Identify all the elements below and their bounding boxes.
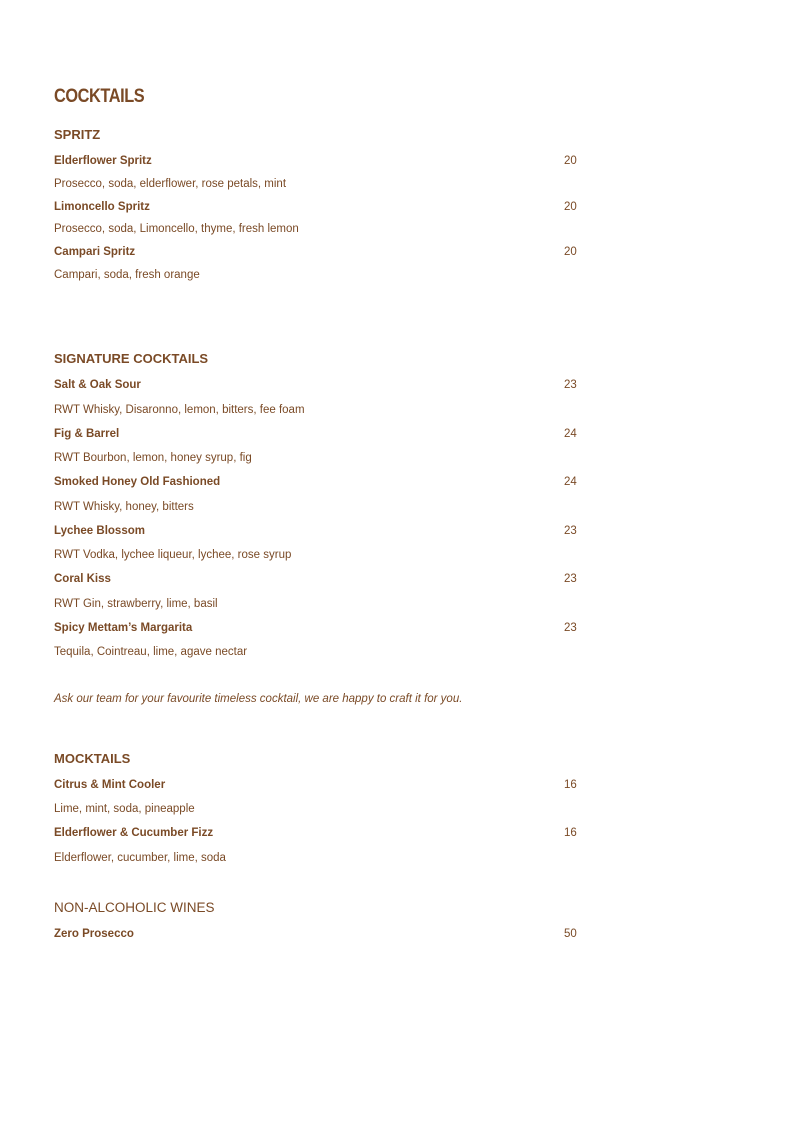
- item-name: Lychee Blossom: [54, 525, 145, 537]
- menu-item: [54, 571, 578, 587]
- item-price: 50: [564, 928, 577, 940]
- menu-item: [54, 926, 578, 942]
- menu-item: [54, 523, 578, 539]
- item-description: RWT Whisky, Disaronno, lemon, bitters, fee foam: [54, 404, 305, 416]
- item-description: RWT Whisky, honey, bitters: [54, 501, 194, 513]
- item-description: RWT Bourbon, lemon, honey syrup, fig: [54, 452, 252, 464]
- item-price: 23: [564, 573, 577, 585]
- item-price: 23: [564, 379, 577, 391]
- item-description: Campari, soda, fresh orange: [54, 269, 200, 281]
- item-name: Campari Spritz: [54, 246, 136, 258]
- item-price: 20: [564, 201, 577, 213]
- item-price: 20: [564, 155, 577, 167]
- page-title: COCKTAILS: [54, 86, 145, 107]
- menu-item: [54, 244, 578, 260]
- item-description: Tequila, Cointreau, lime, agave nectar: [54, 646, 248, 658]
- item-price: 23: [564, 525, 577, 537]
- item-description: Prosecco, soda, Limoncello, thyme, fresh lemon: [54, 223, 299, 235]
- section-heading-non-alcoholic-wines: NON-ALCOHOLIC WINES: [54, 900, 215, 915]
- menu-item: [54, 474, 578, 490]
- item-name: Limoncello Spritz: [54, 201, 150, 213]
- item-price: 24: [564, 476, 577, 488]
- item-name: Elderflower Spritz: [54, 155, 152, 167]
- menu-item: [54, 620, 578, 636]
- menu-item: [54, 777, 578, 793]
- item-name: Fig & Barrel: [54, 428, 120, 440]
- item-description: RWT Gin, strawberry, lime, basil: [54, 598, 218, 610]
- item-name: Coral Kiss: [54, 573, 111, 585]
- item-description: RWT Vodka, lychee liqueur, lychee, rose syrup: [54, 549, 292, 561]
- item-description: Lime, mint, soda, pineapple: [54, 803, 195, 815]
- item-name: Zero Prosecco: [54, 928, 134, 940]
- item-description: Elderflower, cucumber, lime, soda: [54, 852, 226, 864]
- item-price: 16: [564, 779, 577, 791]
- cocktail-note: Ask our team for your favourite timeless cocktail, we are happy to craft it for you.: [54, 693, 463, 705]
- item-description: Prosecco, soda, elderflower, rose petals, mint: [54, 178, 287, 190]
- section-heading-signature-cocktails: SIGNATURE COCKTAILS: [54, 351, 209, 366]
- item-name: Spicy Mettam’s Margarita: [54, 622, 193, 634]
- item-price: 20: [564, 246, 577, 258]
- item-price: 23: [564, 622, 577, 634]
- item-price: 24: [564, 428, 577, 440]
- item-name: Salt & Oak Sour: [54, 379, 141, 391]
- menu-item: [54, 377, 578, 393]
- menu-item: [54, 426, 578, 442]
- menu-item: [54, 825, 578, 841]
- section-heading-mocktails: MOCKTAILS: [54, 751, 131, 766]
- section-heading-spritz: SPRITZ: [54, 127, 101, 142]
- item-name: Citrus & Mint Cooler: [54, 779, 166, 791]
- menu-item: [54, 153, 578, 169]
- item-price: 16: [564, 827, 577, 839]
- menu-item: [54, 199, 578, 215]
- item-name: Elderflower & Cucumber Fizz: [54, 827, 214, 839]
- item-name: Smoked Honey Old Fashioned: [54, 476, 221, 488]
